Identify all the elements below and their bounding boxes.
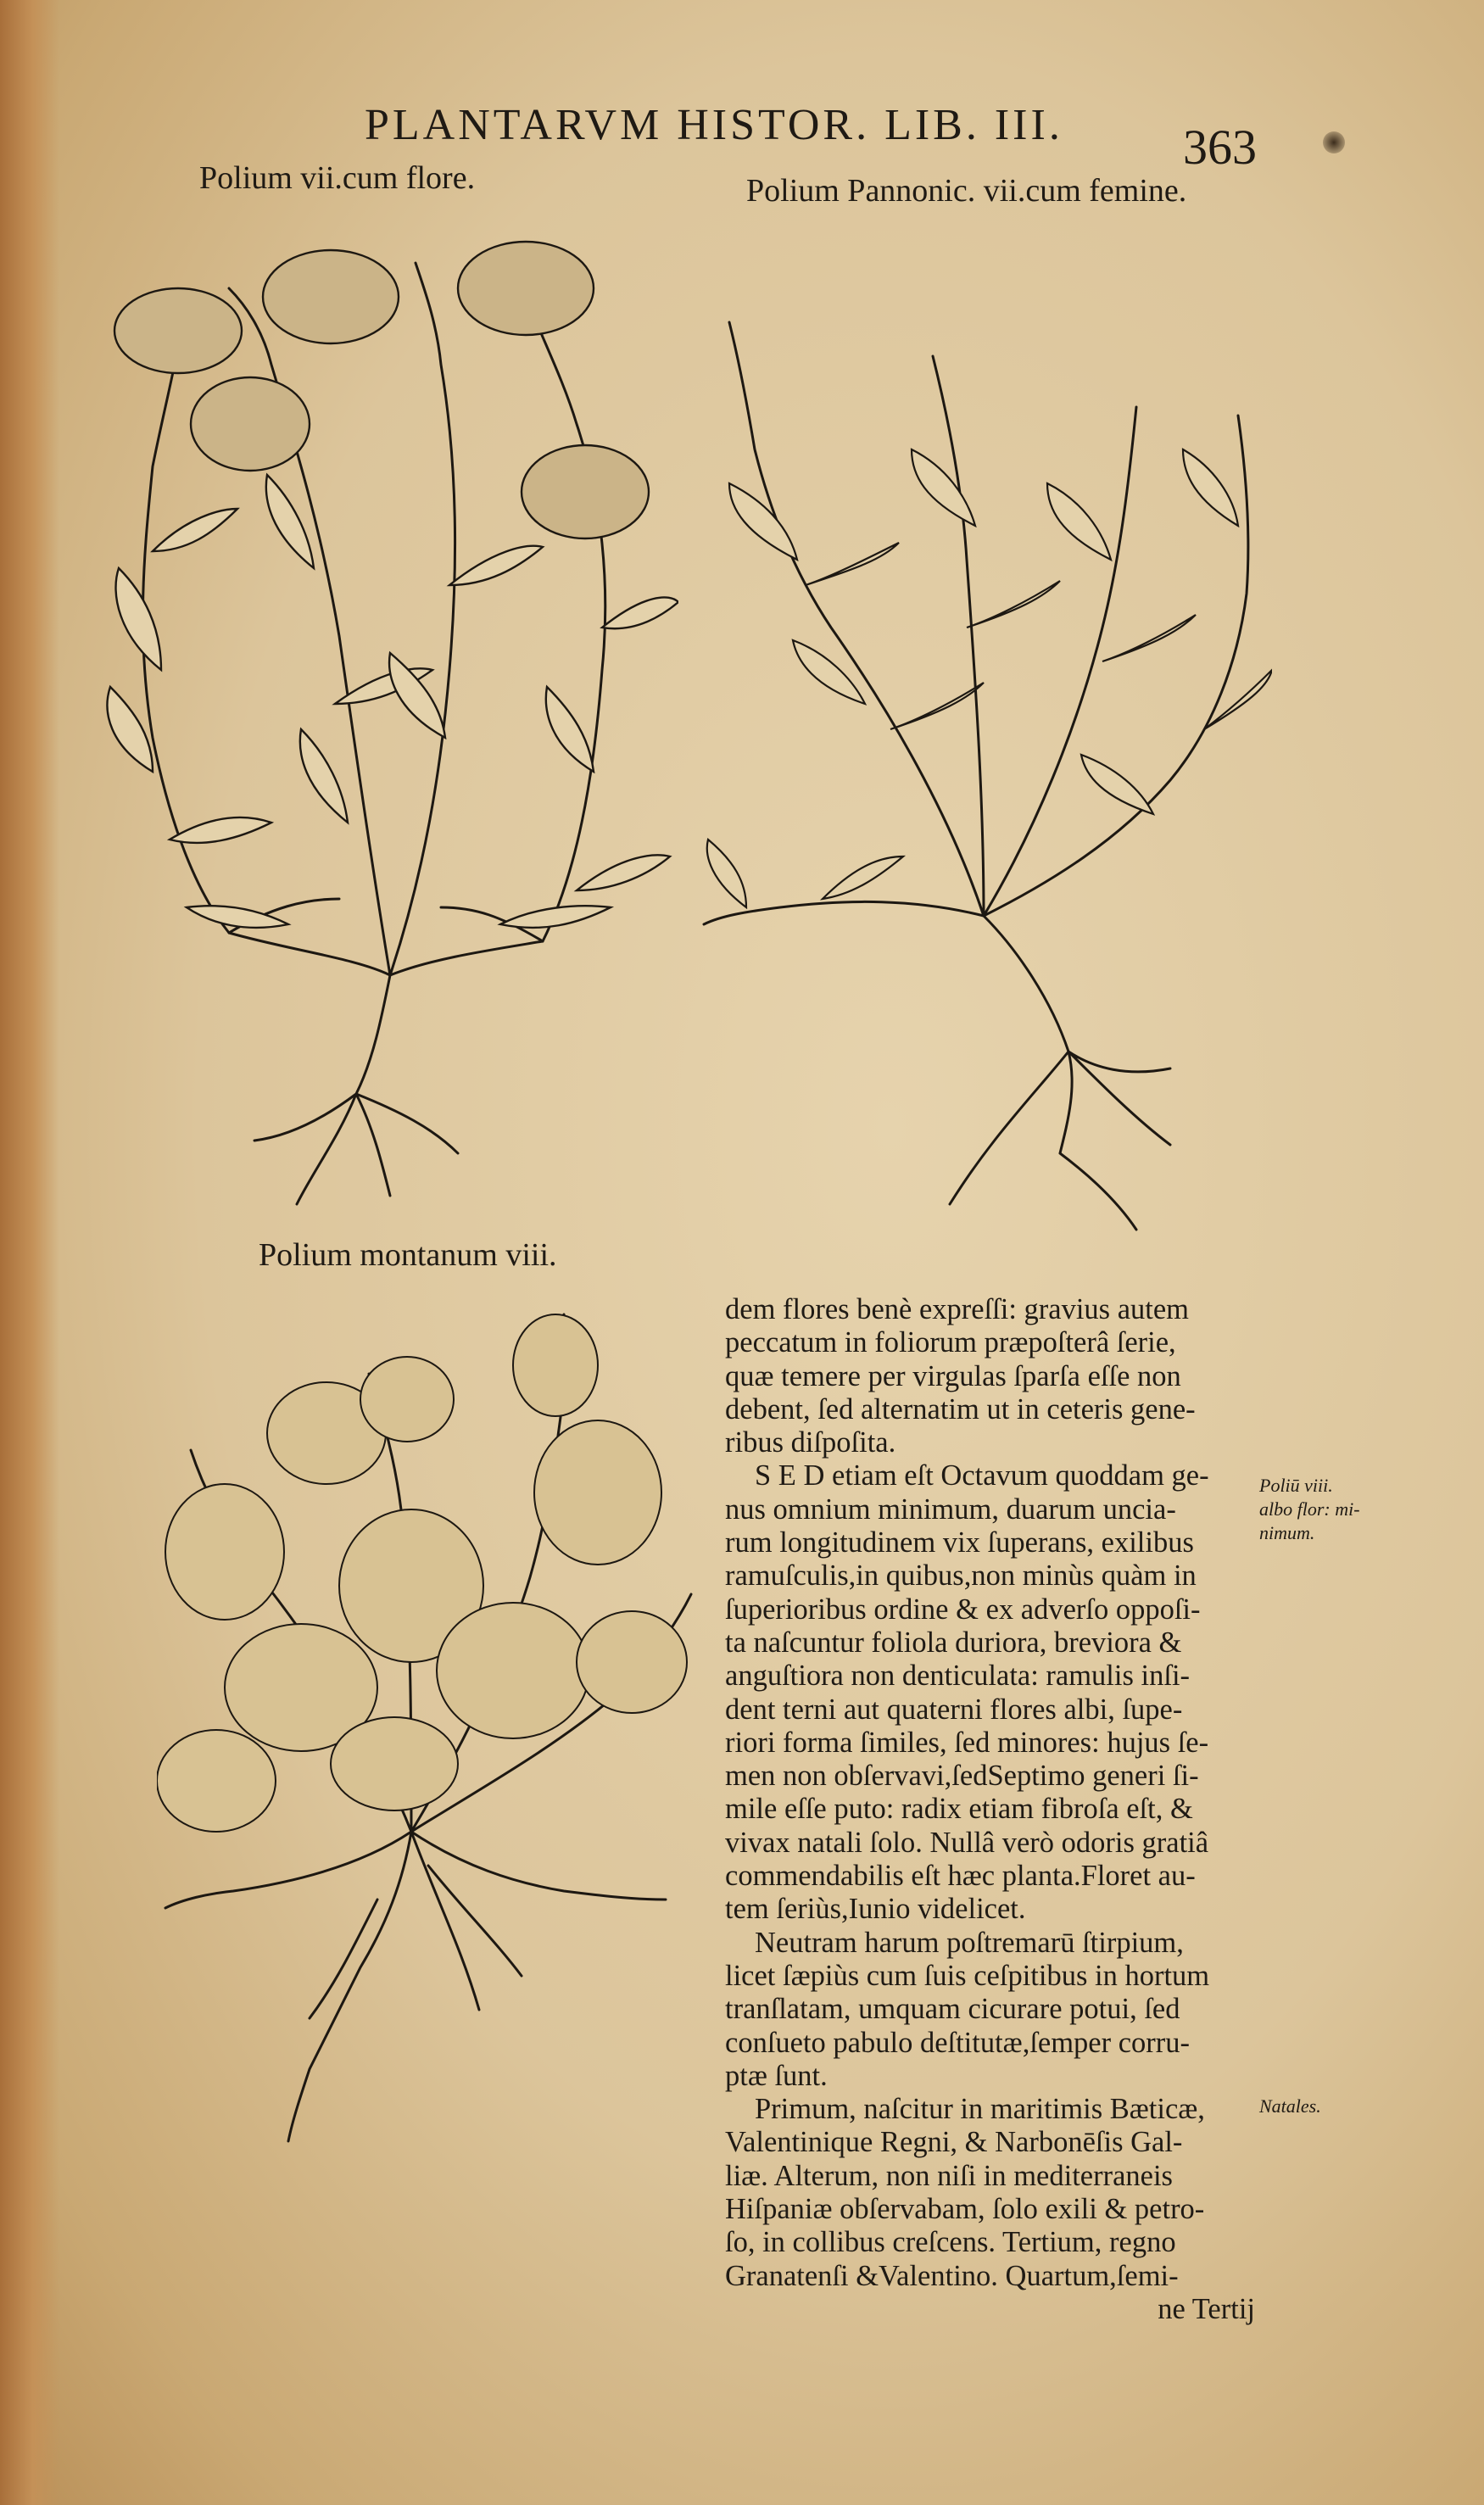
body-line: vivax natali ſolo. Nullâ verò odoris gratiâ — [725, 1826, 1209, 1859]
marginal-note-polium-viii — [1259, 1474, 1360, 1545]
body-line: S E D etiam eſt Octavum quoddam ge- — [755, 1459, 1209, 1492]
body-line: men non obſervavi,ſedSeptimo generi ſi- — [725, 1760, 1199, 1793]
body-line: liæ. Alterum, non niſi in mediterraneis — [725, 2159, 1173, 2192]
body-line: dem flores benè expreſſi: gravius autem — [725, 1293, 1190, 1325]
marginal-note-line: nimum. — [1259, 1522, 1315, 1543]
body-line: conſueto pabulo deſtitutæ,ſemper corru- — [725, 2026, 1191, 2059]
running-head: PLANTARVM HISTOR. LIB. III. — [365, 101, 1063, 149]
woodcut-polium-pannonic — [695, 305, 1272, 1238]
body-line: anguſtiora non denticulata: ramulis inſi- — [725, 1660, 1191, 1693]
body-line: peccatum in foliorum præpoſterâ ſerie, — [725, 1326, 1176, 1359]
woodcut-polium-montanum — [157, 1306, 708, 2145]
body-line: riori forma ſimiles, ſed minores: hujus ſe- — [725, 1726, 1209, 1759]
page-number: 363 — [1183, 120, 1257, 175]
body-line: quæ temere per virgulas ſparſa eſſe non — [725, 1359, 1181, 1392]
body-line: tem ſeriùs,Iunio videlicet. — [725, 1893, 1026, 1926]
body-line: ptæ ſunt. — [725, 2059, 828, 2092]
body-line: dent terni aut quaterni flores albi, ſupe- — [725, 1693, 1183, 1726]
caption-polium-montanum: Polium montanum viii. — [259, 1237, 557, 1273]
woodcut-polium-vii-flower — [102, 229, 678, 1213]
marginal-note-line: Poliū viii. — [1259, 1475, 1333, 1496]
body-line: Granatenſi &Valentino. Quartum,ſemi- — [725, 2259, 1179, 2292]
body-line: licet ſæpiùs cum ſuis ceſpitibus in hortum — [725, 1959, 1210, 1992]
body-line: Valentinique Regni, & Narbonēſis Gal- — [725, 2126, 1183, 2159]
body-line: commendabilis eſt hæc planta.Floret au- — [725, 1860, 1196, 1893]
body-line: nus omnium minimum, duarum uncia- — [725, 1492, 1176, 1526]
body-line: tranſlatam, umquam cicurare potui, ſed — [725, 1993, 1180, 2026]
body-line: ne Tertij — [1158, 2292, 1255, 2325]
page-edge-shadow — [0, 0, 59, 2505]
caption-polium-vii-flower: Polium vii.cum flore. — [199, 160, 476, 196]
ink-spot — [1323, 131, 1345, 153]
marginal-note-natales: Natales. — [1259, 2095, 1321, 2117]
body-line: ta naſcuntur foliola duriora, breviora & — [725, 1626, 1182, 1659]
body-text-column — [725, 1293, 1255, 2326]
body-line: mile eſſe puto: radix etiam fibroſa eſt, & — [725, 1793, 1193, 1826]
body-line: debent, ſed alternatim ut in ceteris gene- — [725, 1392, 1196, 1425]
body-line: ramuſculis,in quibus,non minùs quàm in — [725, 1559, 1197, 1593]
body-line: ſo, in collibus creſcens. Tertium, regno — [725, 2226, 1176, 2259]
body-line: rum longitudinem vix ſuperans, exilibus — [725, 1526, 1194, 1559]
marginal-note-line: albo flor: mi- — [1259, 1498, 1360, 1520]
body-line: Primum, naſcitur in maritimis Bæticæ, — [755, 2093, 1205, 2126]
caption-polium-pannonic: Polium Pannonic. vii.cum femine. — [746, 173, 1187, 209]
body-line: Neutram harum poſtremarū ſtirpium, — [755, 1926, 1184, 1959]
body-line: ribus diſpoſita. — [725, 1426, 896, 1459]
body-line: ſuperioribus ordine & ex adverſo oppoſi- — [725, 1593, 1201, 1626]
body-line: Hiſpaniæ obſervabam, ſolo exili & petro- — [725, 2193, 1205, 2226]
